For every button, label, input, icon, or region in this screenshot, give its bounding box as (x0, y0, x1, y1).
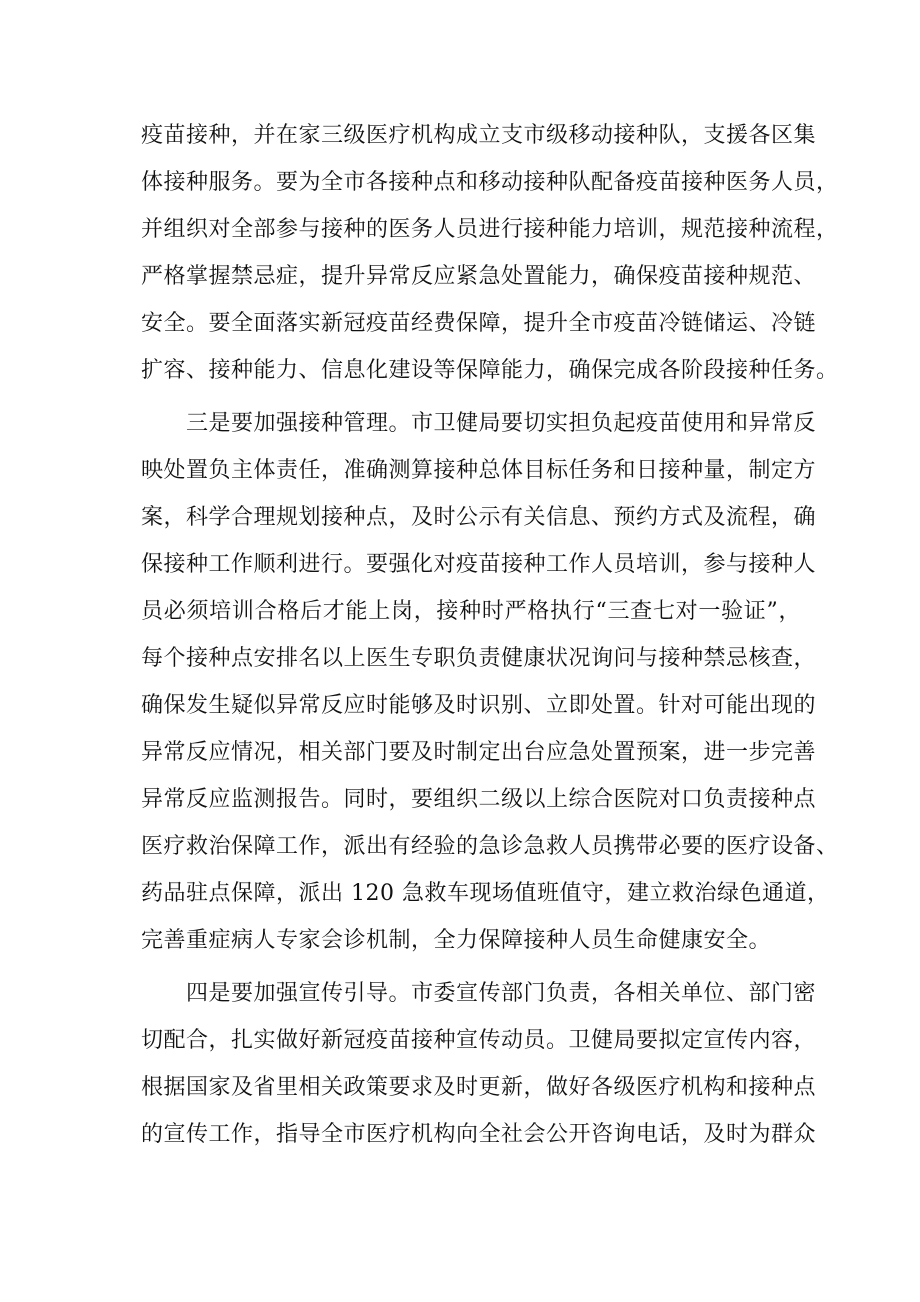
text-line: 切配合，扎实做好新冠疫苗接种宣传动员。卫健局要拟定宣传内容， (141, 1028, 817, 1053)
text-line: 医疗救治保障工作，派出有经验的急诊急救人员携带必要的医疗设备、 (141, 834, 839, 859)
paragraph-first-line: 四是要加强宣传引导。市委宣传部门负责，各相关单位、部门密 (186, 981, 817, 1006)
text-line: 的宣传工作，指导全市医疗机构向全社会公开咨询电话，及时为群众 (141, 1122, 817, 1147)
text-line: 并组织对全部参与接种的医务人员进行接种能力培训，规范接种流程， (141, 217, 839, 242)
text-line: 根据国家及省里相关政策要求及时更新，做好各级医疗机构和接种点 (141, 1075, 817, 1100)
text-line: 保接种工作顺利进行。要强化对疫苗接种工作人员培训，参与接种人 (141, 552, 817, 577)
text-line: 安全。要全面落实新冠疫苗经费保障，提升全市疫苗冷链储运、冷链 (141, 311, 817, 336)
text-line: 严格掌握禁忌症，提升异常反应紧急处置能力，确保疫苗接种规范、 (141, 264, 817, 289)
text-line: 每个接种点安排名以上医生专职负责健康状况询问与接种禁忌核查， (141, 646, 817, 671)
text-line: 药品驻点保障，派出 120 急救车现场值班值守，建立救治绿色通道， (141, 881, 830, 906)
text-line: 异常反应情况，相关部门要及时制定出台应急处置预案，进一步完善 (141, 740, 817, 765)
text-line: 扩容、接种能力、信息化建设等保障能力，确保完成各阶段接种任务。 (141, 358, 839, 383)
text-line: 确保发生疑似异常反应时能够及时识别、立即处置。针对可能出现的 (141, 693, 817, 718)
text-line: 员必须培训合格后才能上岗，接种时严格执行“三查七对一验证”， (141, 599, 801, 624)
text-line: 异常反应监测报告。同时，要组织二级以上综合医院对口负责接种点 (141, 787, 817, 812)
text-line: 体接种服务。要为全市各接种点和移动接种队配备疫苗接种医务人员， (141, 170, 839, 195)
text-line: 映处置负主体责任，准确测算接种总体目标任务和日接种量，制定方 (141, 458, 817, 483)
text-line: 完善重症病人专家会诊机制，全力保障接种人员生命健康安全。 (141, 928, 772, 953)
text-line: 疫苗接种，并在家三级医疗机构成立支市级移动接种队，支援各区集 (141, 123, 817, 148)
text-line: 案，科学合理规划接种点，及时公示有关信息、预约方式及流程，确 (141, 505, 817, 530)
paragraph-first-line: 三是要加强接种管理。市卫健局要切实担负起疫苗使用和异常反 (186, 411, 817, 436)
